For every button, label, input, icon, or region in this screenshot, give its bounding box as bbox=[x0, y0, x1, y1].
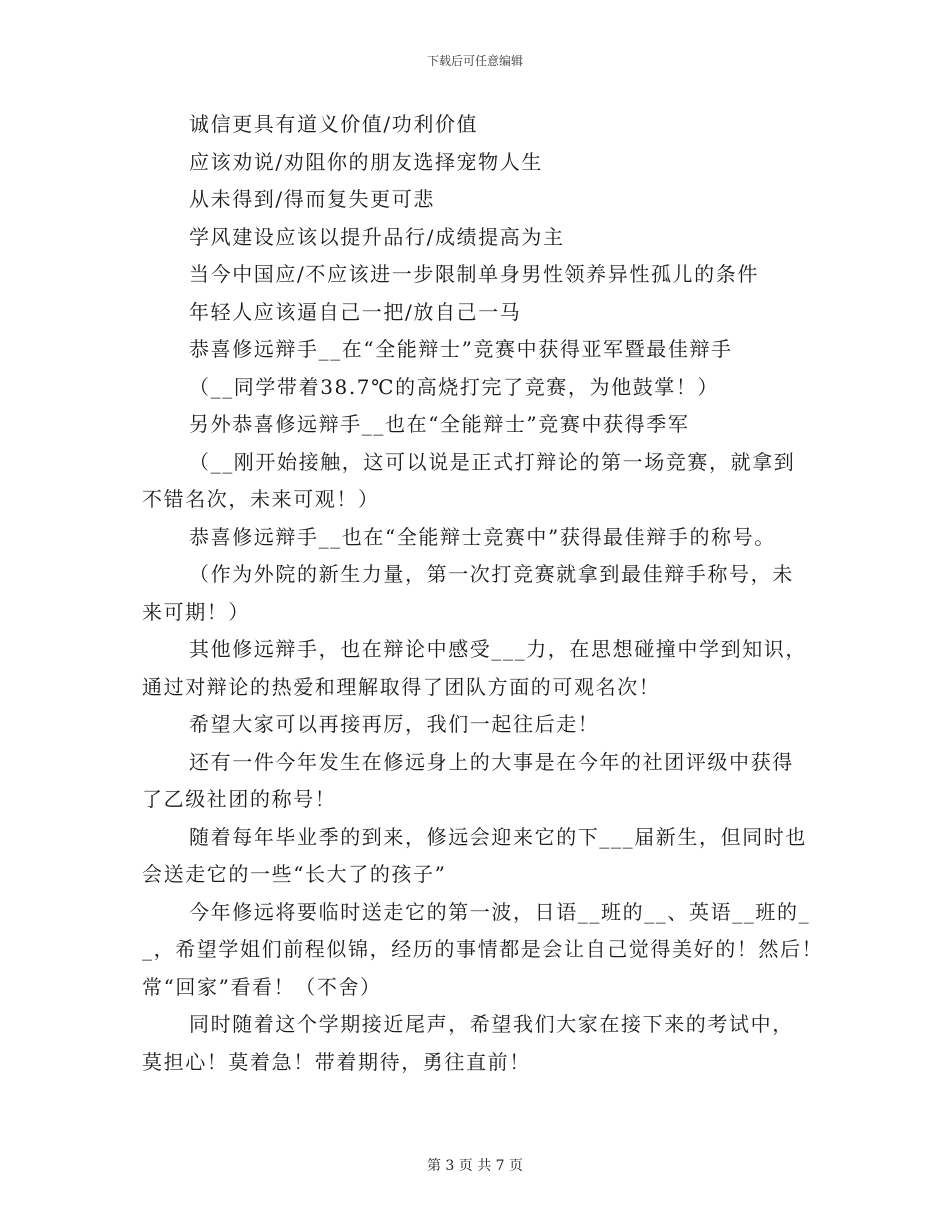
body-line: （__刚开始接触，这可以说是正式打辩论的第一场竞赛，就拿到 bbox=[189, 449, 796, 474]
body-line: （__同学带着38.7℃的高烧打完了竞赛，为他鼓掌！） bbox=[189, 374, 720, 399]
body-line: 从未得到/得而复失更可悲 bbox=[189, 187, 435, 211]
body-line: 诚信更具有道义价值/功利价值 bbox=[189, 112, 479, 136]
body-line: 今年修远将要临时送走它的第一波，日语__班的__、英语__班的_ bbox=[189, 899, 811, 924]
body-line: 同时随着这个学期接近尾声，希望我们大家在接下来的考试中， bbox=[189, 1012, 794, 1036]
body-line: 当今中国应/不应该进一步限制单身男性领养异性孤儿的条件 bbox=[189, 262, 759, 286]
body-line: （作为外院的新生力量，第一次打竞赛就拿到最佳辩手称号，未 bbox=[189, 562, 794, 586]
body-line: 应该劝说/劝阻你的朋友选择宠物人生 bbox=[189, 149, 543, 174]
body-line: 不错名次，未来可观！） bbox=[142, 487, 380, 511]
body-line: 了乙级社团的称号！ bbox=[142, 787, 337, 811]
body-line: 年轻人应该逼自己一把/放自己一马 bbox=[189, 299, 522, 324]
body-line: 还有一件今年发生在修远身上的大事是在今年的社团评级中获得 bbox=[189, 749, 794, 774]
page-header-note: 下载后可任意编辑 bbox=[426, 54, 523, 68]
body-line: 恭喜修远辩手__在“全能辩士”竞赛中获得亚军暨最佳辩手 bbox=[189, 337, 733, 361]
body-line: 常“回家”看看！（不舍） bbox=[142, 974, 382, 999]
body-line: 莫担心！莫着急！带着期待，勇往直前！ bbox=[142, 1049, 531, 1074]
body-line: 恭喜修远辩手__也在“全能辩士竞赛中”获得最佳辩手的称号。 bbox=[189, 524, 776, 549]
body-line: _，希望学姐们前程似锦，经历的事情都是会让自己觉得美好的！然后！ bbox=[142, 937, 824, 961]
page-number: 第 3 页 共 7 页 bbox=[426, 1158, 524, 1174]
body-line: 来可期！） bbox=[142, 599, 250, 624]
document-body bbox=[142, 106, 824, 1081]
body-line: 希望大家可以再接再厉，我们一起往后走！ bbox=[189, 712, 600, 736]
body-line: 其他修远辩手，也在辩论中感受___力，在思想碰撞中学到知识， bbox=[189, 637, 807, 661]
body-line: 会送走它的一些“长大了的孩子” bbox=[142, 862, 447, 886]
body-line: 随着每年毕业季的到来，修远会迎来它的下___届新生，但同时也 bbox=[189, 824, 807, 849]
body-line: 学风建设应该以提升品行/成绩提高为主 bbox=[189, 224, 565, 249]
body-line: 另外恭喜修远辩手__也在“全能辩士”竞赛中获得季军 bbox=[189, 412, 690, 436]
body-line: 通过对辩论的热爱和理解取得了团队方面的可观名次！ bbox=[142, 674, 661, 699]
